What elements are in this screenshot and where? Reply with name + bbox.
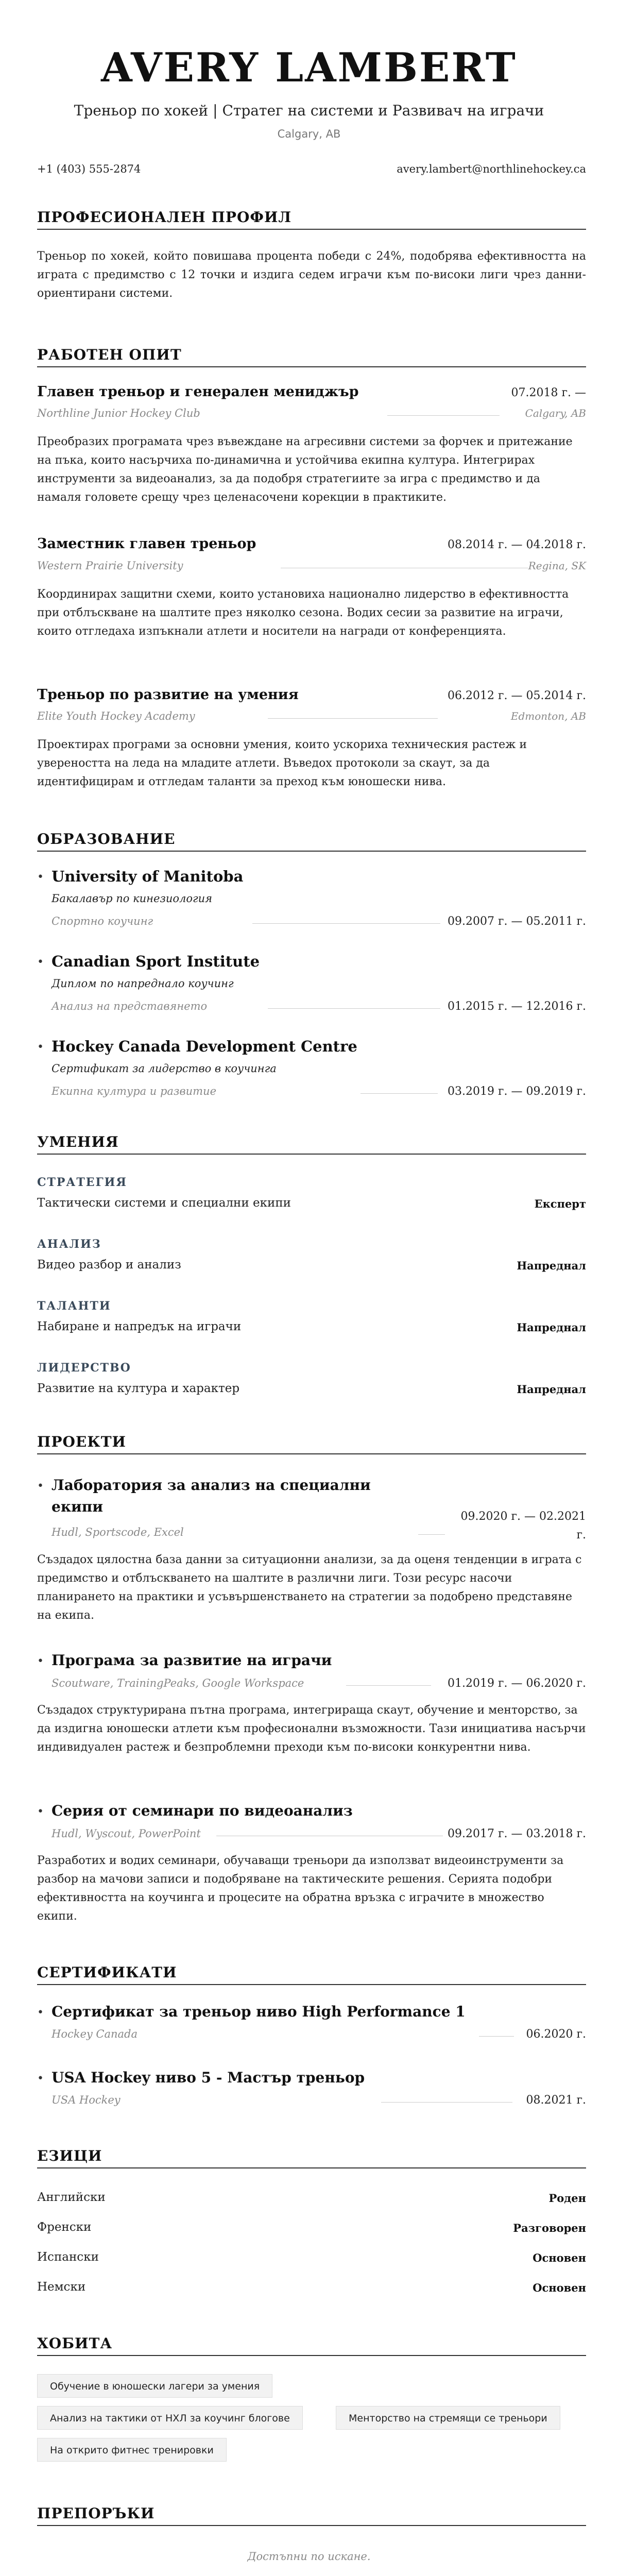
project-title: Серия от семинари по видеоанализ xyxy=(52,1802,353,1819)
skill-category: СТРАТЕГИЯ xyxy=(37,1176,127,1189)
bullet-icon: • xyxy=(37,871,44,884)
section-title-references: ПРЕПОРЪКИ xyxy=(37,2505,586,2526)
profile-text: Треньор по хокей, който повишава процента победи с 24%, подобрява ефективността на играта с предимство с 12 точки и издига седем играчи към по-високи лиги чрез данни-ориентирани системи. xyxy=(37,250,586,300)
job-title: Главен треньор и генерален мениджър xyxy=(37,384,359,400)
job-location: Calgary, AB xyxy=(525,407,586,419)
education-date: 01.2015 г. — 12.2016 г. xyxy=(448,1000,586,1013)
bullet-icon: • xyxy=(37,2072,44,2085)
education-degree: Диплом по напреднало коучинг xyxy=(52,977,234,990)
bullet-icon: • xyxy=(37,2006,44,2019)
certificate-issuer: Hockey Canada xyxy=(52,2028,138,2040)
section-title-education: ОБРАЗОВАНИЕ xyxy=(37,831,586,852)
section-title-projects: ПРОЕКТИ xyxy=(37,1433,586,1454)
skill-level: Напреднал xyxy=(517,1383,586,1396)
job-org: Northline Junior Hockey Club xyxy=(37,407,200,419)
skill-level: Напреднал xyxy=(517,1321,586,1334)
skill-name: Развитие на култура и характер xyxy=(37,1382,240,1395)
bullet-icon: • xyxy=(37,1655,44,1668)
headline: Треньор по хокей | Стратег на системи и Развивач на играчи xyxy=(74,102,544,119)
language-name: Английски xyxy=(37,2191,106,2204)
certificate-title: Сертификат за треньор ниво High Performance 1 xyxy=(52,2003,466,2020)
project-tech: Hudl, Wyscout, PowerPoint xyxy=(52,1827,201,1840)
education-school: Hockey Canada Development Centre xyxy=(52,1038,357,1055)
skill-level: Напреднал xyxy=(517,1259,586,1272)
education-degree: Бакалавър по кинезиология xyxy=(52,892,213,905)
email[interactable]: avery.lambert@northlinehockey.ca xyxy=(397,163,586,175)
education-field: Анализ на представянето xyxy=(52,1000,208,1012)
section-title-certificates: СЕРТИФИКАТИ xyxy=(37,1964,586,1985)
project-title: Лаборатория за анализ на специални екипи xyxy=(52,1477,371,1515)
bullet-icon: • xyxy=(37,1805,44,1818)
bullet-icon: • xyxy=(37,1480,44,1493)
hobby-tag: На открито фитнес тренировки xyxy=(37,2438,227,2462)
job-org: Western Prairie University xyxy=(37,560,183,572)
project-tech: Scoutware, TrainingPeaks, Google Workspace xyxy=(52,1677,304,1689)
section-title-profile: ПРОФЕСИОНАЛЕН ПРОФИЛ xyxy=(37,209,586,230)
job-date: 08.2014 г. — 04.2018 г. xyxy=(448,538,586,551)
job-title: Треньор по развитие на умения xyxy=(37,687,299,703)
leader-line xyxy=(381,2102,512,2103)
hobby-tag: Менторство на стремящи се треньори xyxy=(336,2406,560,2430)
skill-name: Видео разбор и анализ xyxy=(37,1258,181,1272)
skill-category: ТАЛАНТИ xyxy=(37,1299,111,1313)
certificate-issuer: USA Hockey xyxy=(52,2094,121,2106)
references-note: Достъпни по искане. xyxy=(247,2550,371,2563)
project-date: 09.2017 г. — 03.2018 г. xyxy=(448,1827,586,1840)
leader-line xyxy=(346,1685,431,1686)
skill-category: АНАЛИЗ xyxy=(37,1238,101,1251)
skill-name: Тактически системи и специални екипи xyxy=(37,1196,291,1210)
language-name: Немски xyxy=(37,2280,86,2294)
job-date: 07.2018 г. — xyxy=(511,386,586,399)
job-date: 06.2012 г. — 05.2014 г. xyxy=(448,689,586,702)
language-level: Роден xyxy=(548,2192,586,2205)
language-level: Основен xyxy=(533,2281,586,2294)
section-title-skills: УМЕНИЯ xyxy=(37,1133,586,1155)
job-org: Elite Youth Hockey Academy xyxy=(37,710,195,722)
certificate-date: 06.2020 г. xyxy=(526,2028,586,2041)
education-date: 09.2007 г. — 05.2011 г. xyxy=(448,915,586,928)
bullet-icon: • xyxy=(37,1041,44,1054)
project-title: Програма за развитие на играчи xyxy=(52,1652,332,1669)
project-description: Създадох структурирана пътна програма, интегрираща скаут, обучение и менторство, за да издигна юношески атлети към професионални възможности. Тази инициатива насърчи индивидуален растеж и безпроблемни преходи към по-високи конкурентни нива. xyxy=(37,1704,586,1754)
phone[interactable]: +1 (403) 555-2874 xyxy=(37,163,141,175)
education-field: Спортно коучинг xyxy=(52,915,153,927)
location: Calgary, AB xyxy=(277,128,341,140)
skill-category: ЛИДЕРСТВО xyxy=(37,1361,131,1375)
leader-line xyxy=(268,718,438,719)
language-name: Испански xyxy=(37,2250,99,2264)
leader-line xyxy=(479,2036,514,2037)
project-tech: Hudl, Sportscode, Excel xyxy=(52,1526,184,1538)
leader-line xyxy=(387,415,500,416)
project-description: Създадох цялостна база данни за ситуационни анализи, за да оценя тенденции в играта с предимство и отблъскването на шалтите в различни лиги. Този ресурс насочи планирането на практики и усъвършенстването на стратегии за подобрено представяне на екипа. xyxy=(37,1553,582,1622)
job-description: Координирах защитни схеми, които установиха национално лидерство в ефективността при отблъскване на шалтите през няколко сезона. Водих сесии за развитие на играчи, които отгледаха изпъкнали атлети и носители на награди от конференцията. xyxy=(37,588,569,638)
job-description: Преобразих програмата чрез въвеждане на агресивни системи за форчек и притежание на пъка, които насърчиха по-динамична и устойчива екипна култура. Интегрирах инструменти за видеоанализ, за да подобря стратегиите за игра с предимство и да намаля головете срещу чрез целенасочени корекции в практиките. xyxy=(37,435,573,504)
skill-level: Експерт xyxy=(534,1197,586,1210)
job-description: Проектирах програми за основни умения, които ускориха техническия растеж и увереността на леда на младите атлети. Въведох протоколи за скаут, за да идентифицирам и отгледам таланти за преход към юношески нива. xyxy=(37,738,527,788)
project-description: Разработих и водих семинари, обучаващи треньори да използват видеоинструменти за разбор на мачови записи и подобряване на тактическите решения. Серията подобри ефективността на коучинга и процесите на обратна връзка с играчите в множество екипи. xyxy=(37,1854,564,1923)
education-school: University of Manitoba xyxy=(52,868,244,885)
section-title-experience: РАБОТЕН ОПИТ xyxy=(37,346,586,367)
job-location: Edmonton, AB xyxy=(510,710,586,722)
project-date: 01.2019 г. — 06.2020 г. xyxy=(448,1677,586,1690)
hobby-tag: Анализ на тактики от НХЛ за коучинг блогове xyxy=(37,2406,303,2430)
certificate-date: 08.2021 г. xyxy=(526,2094,586,2107)
job-location: Regina, SK xyxy=(528,560,586,572)
language-level: Разговорен xyxy=(513,2222,586,2234)
hobby-tag: Обучение в юношески лагери за умения xyxy=(37,2374,272,2398)
job-title: Заместник главен треньор xyxy=(37,536,256,552)
certificate-title: USA Hockey ниво 5 - Мастър треньор xyxy=(52,2069,365,2086)
leader-line xyxy=(252,923,440,924)
language-name: Френски xyxy=(37,2221,92,2234)
candidate-name: AVERY LAMBERT xyxy=(101,44,517,91)
language-level: Основен xyxy=(533,2251,586,2264)
leader-line xyxy=(360,1093,438,1094)
education-field: Екипна култура и развитие xyxy=(52,1085,217,1097)
section-title-languages: ЕЗИЦИ xyxy=(37,2147,586,2168)
education-degree: Сертификат за лидерство в коучинга xyxy=(52,1062,277,1075)
project-date: 09.2020 г. — 02.2021 г. xyxy=(460,1510,586,1541)
bullet-icon: • xyxy=(37,956,44,969)
education-school: Canadian Sport Institute xyxy=(52,953,260,970)
education-date: 03.2019 г. — 09.2019 г. xyxy=(448,1085,586,1098)
leader-line xyxy=(418,1534,445,1535)
leader-line xyxy=(268,1008,440,1009)
section-title-hobbies: ХОБИТА xyxy=(37,2335,586,2356)
skill-name: Набиране и напредък на играчи xyxy=(37,1320,242,1333)
